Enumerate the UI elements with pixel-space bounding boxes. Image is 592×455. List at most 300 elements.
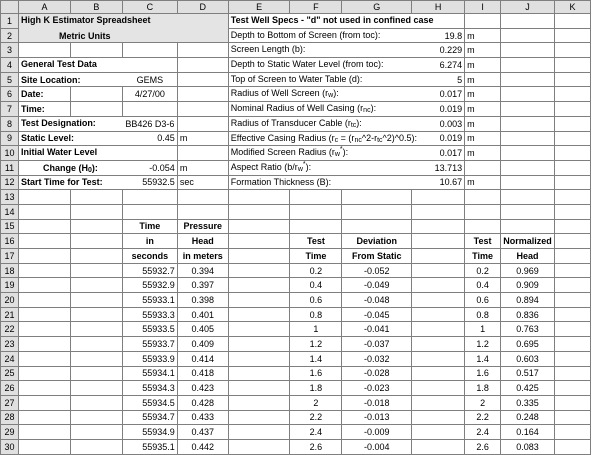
row-header[interactable]: 23 [1, 337, 19, 352]
row-header[interactable]: 30 [1, 439, 19, 454]
cell[interactable] [555, 72, 591, 87]
cell[interactable] [412, 219, 465, 234]
cell[interactable] [412, 322, 465, 337]
test-time2-cell[interactable]: 1.6 [465, 366, 501, 381]
cell[interactable] [412, 425, 465, 440]
cell[interactable] [555, 28, 591, 43]
cell[interactable] [465, 219, 501, 234]
cell[interactable] [555, 410, 591, 425]
row-header[interactable]: 22 [1, 322, 19, 337]
cell[interactable] [70, 425, 122, 440]
row-header[interactable]: 10 [1, 146, 19, 161]
pressure-cell[interactable]: 0.442 [177, 439, 228, 454]
cell[interactable] [228, 381, 290, 396]
spec-unit-cell[interactable]: m [465, 116, 501, 131]
spec-label-cell[interactable] [228, 131, 417, 146]
test-time-header-2[interactable]: Time [290, 249, 342, 264]
static-value-cell[interactable]: 0.45 [122, 131, 177, 146]
deviation-cell[interactable]: -0.052 [342, 263, 412, 278]
test-time-cell[interactable]: 0.6 [290, 293, 342, 308]
cell[interactable] [555, 395, 591, 410]
row-header[interactable]: 16 [1, 234, 19, 249]
cell[interactable] [18, 293, 70, 308]
pressure-cell[interactable]: 0.423 [177, 381, 228, 396]
test-label-cell[interactable] [18, 116, 122, 131]
cell[interactable] [18, 381, 70, 396]
cell[interactable] [70, 381, 122, 396]
column-header[interactable]: C [122, 1, 177, 14]
cell[interactable] [70, 307, 122, 322]
start-value-cell[interactable]: 55932.5 [122, 175, 177, 190]
cell[interactable] [177, 43, 228, 58]
cell[interactable] [555, 293, 591, 308]
cell[interactable] [555, 322, 591, 337]
spec-unit-cell[interactable] [465, 160, 501, 175]
cell[interactable] [70, 410, 122, 425]
pressure-cell[interactable]: 0.398 [177, 293, 228, 308]
cell[interactable] [177, 190, 228, 205]
cell[interactable] [412, 351, 465, 366]
normalized-cell[interactable]: 0.695 [501, 337, 555, 352]
row-header[interactable]: 21 [1, 307, 19, 322]
normalized-cell[interactable]: 0.763 [501, 322, 555, 337]
cell[interactable] [122, 204, 177, 219]
start-unit-cell[interactable]: sec [177, 175, 228, 190]
cell[interactable] [555, 102, 591, 117]
cell[interactable] [228, 219, 290, 234]
cell[interactable] [70, 219, 122, 234]
cell[interactable] [70, 190, 122, 205]
cell[interactable] [18, 322, 70, 337]
column-header[interactable]: J [501, 1, 555, 14]
cell[interactable] [412, 307, 465, 322]
column-header[interactable]: E [228, 1, 290, 14]
cell[interactable] [228, 307, 290, 322]
normalized-cell[interactable]: 0.836 [501, 307, 555, 322]
row-header[interactable]: 18 [1, 263, 19, 278]
column-header[interactable]: I [465, 1, 501, 14]
cell[interactable] [18, 425, 70, 440]
cell[interactable] [18, 190, 70, 205]
column-header[interactable]: F [290, 1, 342, 14]
cell[interactable] [228, 337, 290, 352]
row-header[interactable]: 13 [1, 190, 19, 205]
cell[interactable] [228, 234, 290, 249]
change-unit-cell[interactable]: m [177, 160, 228, 175]
spec-label-cell[interactable] [228, 175, 411, 190]
cell[interactable] [555, 190, 591, 205]
cell[interactable] [228, 351, 290, 366]
test-time2-cell[interactable]: 0.6 [465, 293, 501, 308]
cell[interactable] [501, 43, 555, 58]
time-cell[interactable]: 55933.3 [122, 307, 177, 322]
spec-unit-cell[interactable]: m [465, 175, 501, 190]
cell[interactable] [555, 425, 591, 440]
cell[interactable] [18, 351, 70, 366]
deviation-cell[interactable]: -0.045 [342, 307, 412, 322]
row-header[interactable]: 6 [1, 87, 19, 102]
cell[interactable] [70, 263, 122, 278]
time-cell[interactable]: 55934.7 [122, 410, 177, 425]
column-header[interactable]: A [18, 1, 70, 14]
cell[interactable] [501, 160, 555, 175]
row-header[interactable]: 25 [1, 366, 19, 381]
cell[interactable] [555, 234, 591, 249]
cell[interactable] [501, 116, 555, 131]
spec-unit-cell[interactable]: m [465, 43, 501, 58]
general-heading-cell[interactable] [18, 58, 122, 73]
row-header[interactable]: 1 [1, 14, 19, 29]
pressure-cell[interactable]: 0.418 [177, 366, 228, 381]
row-header[interactable]: 14 [1, 204, 19, 219]
cell[interactable] [228, 366, 290, 381]
row-header[interactable]: 24 [1, 351, 19, 366]
test-time-cell[interactable]: 2.6 [290, 439, 342, 454]
row-header[interactable]: 28 [1, 410, 19, 425]
time-cell[interactable]: 55934.5 [122, 395, 177, 410]
spec-label-cell[interactable] [228, 87, 411, 102]
deviation-cell[interactable]: -0.049 [342, 278, 412, 293]
cell[interactable] [70, 249, 122, 264]
column-header[interactable]: H [412, 1, 465, 14]
cell[interactable] [122, 58, 177, 73]
normalized-cell[interactable]: 0.517 [501, 366, 555, 381]
time-cell[interactable]: 55933.7 [122, 337, 177, 352]
cell[interactable] [412, 249, 465, 264]
pressure-cell[interactable]: 0.405 [177, 322, 228, 337]
test-time2-cell[interactable]: 2.4 [465, 425, 501, 440]
row-header[interactable]: 2 [1, 28, 19, 43]
cell[interactable] [228, 293, 290, 308]
normalized-cell[interactable]: 0.909 [501, 278, 555, 293]
cell[interactable] [70, 87, 122, 102]
row-header[interactable]: 19 [1, 278, 19, 293]
cell[interactable] [555, 14, 591, 29]
row-header[interactable]: 11 [1, 160, 19, 175]
row-header[interactable]: 9 [1, 131, 19, 146]
cell[interactable] [70, 351, 122, 366]
cell[interactable] [501, 146, 555, 161]
time-header-1[interactable]: Time [122, 219, 177, 234]
spec-label-cell[interactable] [228, 146, 411, 161]
column-header[interactable]: K [555, 1, 591, 14]
time-cell[interactable]: 55932.7 [122, 263, 177, 278]
cell[interactable] [555, 337, 591, 352]
spec-value-cell[interactable]: 5 [412, 72, 465, 87]
spec-label-cell[interactable] [228, 28, 411, 43]
normalized-cell[interactable]: 0.335 [501, 395, 555, 410]
cell[interactable] [70, 43, 122, 58]
spec-label-cell[interactable] [228, 72, 411, 87]
normalized-cell[interactable]: 0.603 [501, 351, 555, 366]
time-label-cell[interactable]: Time: [18, 102, 70, 117]
time-cell[interactable]: 55933.5 [122, 322, 177, 337]
spec-label-cell[interactable] [228, 116, 411, 131]
cell[interactable] [177, 204, 228, 219]
test-value-cell[interactable]: BB426 D3-6 [122, 116, 177, 131]
cell[interactable] [555, 219, 591, 234]
cell[interactable] [18, 439, 70, 454]
cell[interactable] [18, 263, 70, 278]
test-time2-header-2[interactable]: Time [465, 249, 501, 264]
pressure-cell[interactable]: 0.394 [177, 263, 228, 278]
site-value-cell[interactable]: GEMS [122, 72, 177, 87]
row-header[interactable]: 26 [1, 381, 19, 396]
cell[interactable] [465, 14, 501, 29]
spec-value-cell[interactable]: 0.229 [412, 43, 465, 58]
spec-value-cell[interactable]: 0.003 [412, 116, 465, 131]
cell[interactable] [555, 351, 591, 366]
cell[interactable] [501, 204, 555, 219]
cell[interactable] [70, 102, 122, 117]
deviation-cell[interactable]: -0.048 [342, 293, 412, 308]
row-header[interactable]: 12 [1, 175, 19, 190]
cell[interactable] [412, 337, 465, 352]
test-time2-header-1[interactable]: Test [465, 234, 501, 249]
spec-unit-cell[interactable]: m [465, 72, 501, 87]
cell[interactable] [70, 204, 122, 219]
cell[interactable] [18, 337, 70, 352]
row-header[interactable]: 15 [1, 219, 19, 234]
spec-label-cell[interactable] [228, 43, 411, 58]
change-label-cell[interactable]: Change $(H_0)$: [18, 160, 122, 175]
row-header[interactable]: 4 [1, 58, 19, 73]
cell[interactable] [228, 278, 290, 293]
pressure-header-2[interactable]: Head [177, 234, 228, 249]
test-time2-cell[interactable]: 0.8 [465, 307, 501, 322]
cell[interactable] [228, 322, 290, 337]
cell[interactable] [501, 219, 555, 234]
normalized-cell[interactable]: 0.969 [501, 263, 555, 278]
cell[interactable] [18, 278, 70, 293]
test-time2-cell[interactable]: 1.4 [465, 351, 501, 366]
cell[interactable] [228, 249, 290, 264]
deviation-cell[interactable]: -0.041 [342, 322, 412, 337]
cell[interactable] [177, 102, 228, 117]
deviation-cell[interactable]: -0.037 [342, 337, 412, 352]
cell[interactable] [70, 395, 122, 410]
row-header[interactable]: 29 [1, 425, 19, 440]
normalized-cell[interactable]: 0.083 [501, 439, 555, 454]
cell[interactable] [18, 366, 70, 381]
time-cell[interactable]: 55933.1 [122, 293, 177, 308]
column-header[interactable]: B [70, 1, 122, 14]
spec-value-cell[interactable]: 10.67 [412, 175, 465, 190]
cell[interactable] [18, 410, 70, 425]
normalized-header-2[interactable]: Head [501, 249, 555, 264]
cell[interactable] [70, 439, 122, 454]
cell[interactable] [18, 395, 70, 410]
pressure-cell[interactable]: 0.397 [177, 278, 228, 293]
cell[interactable] [18, 43, 70, 58]
normalized-cell[interactable]: 0.894 [501, 293, 555, 308]
spec-value-cell[interactable]: 6.274 [412, 58, 465, 73]
normalized-header-1[interactable]: Normalized [501, 234, 555, 249]
cell[interactable] [412, 190, 465, 205]
cell[interactable] [122, 43, 177, 58]
test-time2-cell[interactable]: 1 [465, 322, 501, 337]
row-header[interactable]: 7 [1, 102, 19, 117]
cell[interactable] [412, 204, 465, 219]
cell[interactable] [290, 190, 342, 205]
cell[interactable] [228, 439, 290, 454]
time-header-2[interactable]: in [122, 234, 177, 249]
start-label-cell[interactable] [18, 175, 122, 190]
test-time-cell[interactable]: 1.6 [290, 366, 342, 381]
normalized-cell[interactable]: 0.164 [501, 425, 555, 440]
deviation-cell[interactable]: -0.013 [342, 410, 412, 425]
cell[interactable] [18, 234, 70, 249]
test-time-cell[interactable]: 0.8 [290, 307, 342, 322]
cell[interactable] [70, 322, 122, 337]
pressure-header-3[interactable]: in meters [177, 249, 228, 264]
cell[interactable] [70, 366, 122, 381]
cell[interactable] [122, 190, 177, 205]
cell[interactable] [555, 439, 591, 454]
cell[interactable] [555, 249, 591, 264]
spec-value-cell[interactable]: 0.019 [412, 102, 465, 117]
cell[interactable] [555, 381, 591, 396]
cell[interactable] [177, 87, 228, 102]
static-label-cell[interactable]: Static Level: [18, 131, 122, 146]
test-time-cell[interactable]: 2.2 [290, 410, 342, 425]
cell[interactable] [412, 410, 465, 425]
test-time-cell[interactable]: 0.4 [290, 278, 342, 293]
cell[interactable] [555, 278, 591, 293]
cell[interactable] [412, 234, 465, 249]
cell[interactable] [501, 190, 555, 205]
cell[interactable] [555, 263, 591, 278]
cell[interactable] [501, 131, 555, 146]
cell[interactable] [342, 190, 412, 205]
time-cell[interactable]: 55934.3 [122, 381, 177, 396]
row-header[interactable]: 27 [1, 395, 19, 410]
cell[interactable] [555, 160, 591, 175]
spec-unit-cell[interactable]: m [465, 87, 501, 102]
test-time-cell[interactable]: 0.2 [290, 263, 342, 278]
cell[interactable] [555, 131, 591, 146]
spec-value-cell[interactable]: 0.017 [412, 146, 465, 161]
deviation-cell[interactable]: -0.009 [342, 425, 412, 440]
deviation-cell[interactable]: -0.004 [342, 439, 412, 454]
cell[interactable] [342, 204, 412, 219]
test-time-header-1[interactable]: Test [290, 234, 342, 249]
test-time2-cell[interactable]: 2 [465, 395, 501, 410]
cell[interactable] [555, 43, 591, 58]
cell[interactable] [412, 293, 465, 308]
change-value-cell[interactable]: -0.054 [122, 160, 177, 175]
deviation-cell[interactable]: -0.032 [342, 351, 412, 366]
test-time2-cell[interactable]: 2.6 [465, 439, 501, 454]
test-time-cell[interactable]: 1.2 [290, 337, 342, 352]
static-unit-cell[interactable]: m [177, 131, 228, 146]
test-time2-cell[interactable]: 2.2 [465, 410, 501, 425]
spec-value-cell[interactable]: 0.017 [412, 87, 465, 102]
test-time2-cell[interactable]: 0.2 [465, 263, 501, 278]
cell[interactable] [290, 204, 342, 219]
cell[interactable] [412, 366, 465, 381]
cell[interactable] [177, 28, 228, 43]
time-header-3[interactable]: seconds [122, 249, 177, 264]
test-time2-cell[interactable]: 1.8 [465, 381, 501, 396]
spec-value-cell[interactable]: 13.713 [412, 160, 465, 175]
deviation-cell[interactable]: -0.028 [342, 366, 412, 381]
test-time2-cell[interactable]: 1.2 [465, 337, 501, 352]
cell[interactable] [342, 219, 412, 234]
cell[interactable] [555, 175, 591, 190]
cell[interactable] [412, 278, 465, 293]
cell[interactable] [555, 58, 591, 73]
cell[interactable] [18, 219, 70, 234]
test-time-cell[interactable]: 2.4 [290, 425, 342, 440]
test-time-cell[interactable]: 1.8 [290, 381, 342, 396]
cell[interactable] [228, 190, 290, 205]
cell[interactable] [70, 337, 122, 352]
spec-label-cell[interactable] [228, 102, 411, 117]
normalized-cell[interactable]: 0.248 [501, 410, 555, 425]
test-time-cell[interactable]: 1 [290, 322, 342, 337]
cell[interactable] [412, 263, 465, 278]
test-time2-cell[interactable]: 0.4 [465, 278, 501, 293]
spec-label-cell[interactable] [228, 58, 411, 73]
deviation-header-1[interactable]: Deviation [342, 234, 412, 249]
specs-heading-cell[interactable] [228, 14, 434, 29]
cell[interactable] [501, 14, 555, 29]
time-cell[interactable]: 55934.9 [122, 425, 177, 440]
row-header[interactable]: 5 [1, 72, 19, 87]
title-cell[interactable] [18, 14, 177, 29]
cell[interactable] [18, 249, 70, 264]
row-header[interactable]: 8 [1, 116, 19, 131]
site-label-cell[interactable]: Site Location: [18, 72, 122, 87]
date-label-cell[interactable]: Date: [18, 87, 70, 102]
time-cell[interactable]: 55934.1 [122, 366, 177, 381]
column-header[interactable]: G [342, 1, 412, 14]
spec-value-cell[interactable]: 0.019 [412, 131, 465, 146]
spec-unit-cell[interactable]: m [465, 28, 501, 43]
cell[interactable] [228, 410, 290, 425]
cell[interactable] [412, 381, 465, 396]
cell[interactable] [122, 146, 177, 161]
cell[interactable] [555, 204, 591, 219]
cell[interactable] [501, 28, 555, 43]
cell[interactable] [18, 307, 70, 322]
cell[interactable] [177, 116, 228, 131]
select-all-corner[interactable] [1, 1, 19, 14]
cell[interactable] [70, 278, 122, 293]
row-header[interactable]: 3 [1, 43, 19, 58]
cell[interactable] [290, 219, 342, 234]
spec-label-cell[interactable] [228, 160, 411, 175]
pressure-cell[interactable]: 0.433 [177, 410, 228, 425]
cell[interactable] [228, 263, 290, 278]
cell[interactable] [555, 146, 591, 161]
cell[interactable] [501, 175, 555, 190]
time-cell[interactable]: 55932.9 [122, 278, 177, 293]
time-cell[interactable]: 55935.1 [122, 439, 177, 454]
cell[interactable] [177, 72, 228, 87]
cell[interactable] [555, 116, 591, 131]
cell[interactable] [501, 58, 555, 73]
date-value-cell[interactable]: 4/27/00 [122, 87, 177, 102]
pressure-header-1[interactable]: Pressure [177, 219, 228, 234]
spec-unit-cell[interactable]: m [465, 58, 501, 73]
deviation-cell[interactable]: -0.018 [342, 395, 412, 410]
cell[interactable] [177, 146, 228, 161]
cell[interactable] [465, 204, 501, 219]
cell[interactable] [555, 87, 591, 102]
spec-unit-cell[interactable]: m [465, 102, 501, 117]
